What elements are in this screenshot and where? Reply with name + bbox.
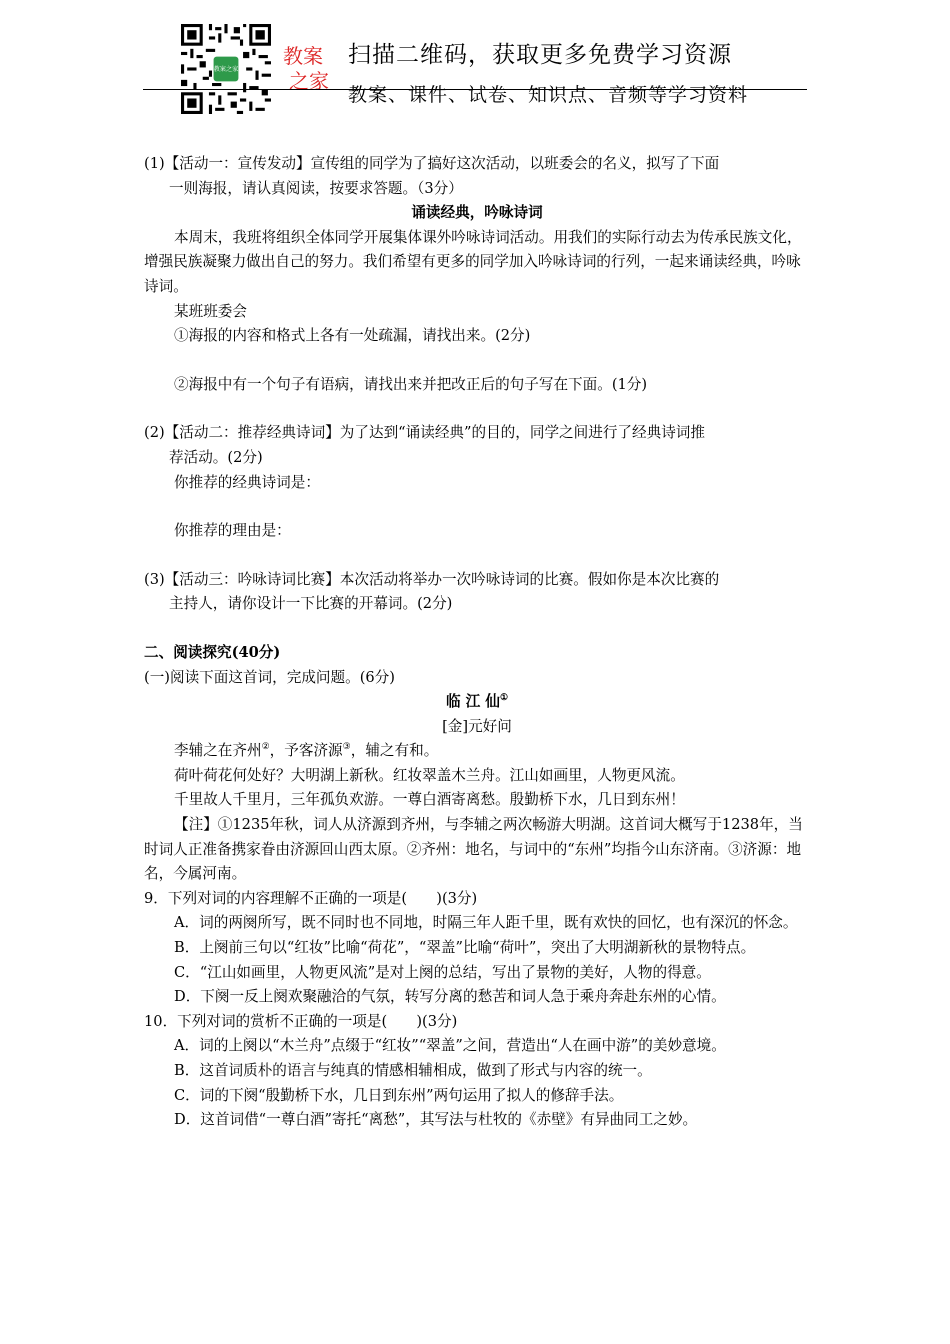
- question-9-option-a: A．词的两阕所写，既不同时也不同地，时隔三年人距千里，既有欢快的回忆，也有深沉的怀念。: [174, 914, 798, 932]
- question-9-option-c: C．“江山如画里，人物更风流”是对上阕的总结，写出了景物的美好，人物的得意。: [174, 963, 711, 981]
- question-10-option-a: A．词的上阕以“木兰舟”点缀于“红妆”“翠盖”之间，营造出“人在画中游”的美妙意境。: [174, 1037, 726, 1055]
- question-1-line-2: 一则海报，请认真阅读，按要求答题。（3分）: [169, 179, 463, 197]
- logo-line-1: 教案: [283, 44, 323, 68]
- question-9-option-d: D．下阕一反上阕欢聚融洽的气氛，转写分离的愁苦和词人急于乘舟奔赴东州的心情。: [174, 988, 726, 1006]
- question-2-prompt-poem: 你推荐的经典诗词是：: [174, 473, 320, 491]
- poster-title: 诵读经典，吟咏诗词: [411, 204, 543, 222]
- answer-space: [144, 349, 810, 373]
- preface-part-a: 李辅之在齐州: [174, 742, 262, 760]
- question-3-line-1: (3)【活动三：吟咏诗词比赛】本次活动将举办一次吟咏诗词的比赛。假如你是本次比赛的: [144, 570, 720, 588]
- document-body: [144, 152, 810, 1133]
- question-10-option-c: C．词的下阕“殷勤桥下水，几日到东州”两句运用了拟人的修辞手法。: [174, 1086, 624, 1104]
- question-2-line-1: (2)【活动二：推荐经典诗词】为了达到“诵读经典”的目的，同学之间进行了经典诗词推: [144, 424, 705, 442]
- page-header: [0, 0, 950, 140]
- section-spacer: [144, 617, 810, 641]
- logo: [283, 44, 339, 100]
- poem-author: [金]元好问: [442, 717, 512, 735]
- qr-code-icon: [181, 24, 271, 114]
- poem-verse-1: 荷叶荷花何处好？大明湖上新秋。红妆翠盖木兰舟。江山如画里，人物更风流。: [174, 766, 685, 784]
- preface-part-c: ，辅之有和。: [350, 742, 439, 760]
- answer-space: [144, 544, 810, 568]
- poem-title-note: ①: [499, 693, 509, 704]
- question-2: [144, 421, 810, 470]
- poster-body: 本周末，我班将组织全体同学开展集体课外吟咏诗词活动。用我们的实际行动去为传承民族文化，增强民族凝聚力做出自己的努力。我们希望有更多的同学加入吟咏诗词的行列，一起来诵读经典，吟咏诗词。: [144, 228, 802, 295]
- preface-note-3: ③: [342, 742, 351, 753]
- question-10: 10．下列对词的赏析不正确的一项是( )(3分): [144, 1012, 458, 1030]
- section-2-heading: 二、阅读探究(40分): [144, 643, 281, 661]
- question-2-line-2: 荐活动。(2分): [169, 448, 263, 466]
- header-slogan-1: 扫描二维码，获取更多免费学习资源: [348, 42, 732, 68]
- poem-verse-2: 千里故人千里月，三年孤负欢游。一尊白酒寄离愁。殷勤桥下水，几日到东州！: [174, 791, 685, 809]
- logo-line-2: 之家: [289, 69, 329, 93]
- question-9: 9．下列对词的内容理解不正确的一项是( )(3分): [144, 889, 478, 907]
- question-9-option-b: B．上阕前三句以“红妆”比喻“荷花”，“翠盖”比喻“荷叶”，突出了大明湖新秋的景物特点。: [174, 939, 756, 957]
- question-1-line-1: (1)【活动一：宣传发动】宣传组的同学为了搞好这次活动，以班委会的名义，拟写了下面: [144, 155, 720, 172]
- sub-question-2: ②海报中有一个句子有语病，请找出来并把改正后的句子写在下面。(1分): [174, 375, 648, 393]
- preface-note-2: ②: [261, 742, 270, 753]
- question-10-option-b: B．这首词质朴的语言与纯真的情感相辅相成，做到了形式与内容的统一。: [174, 1062, 652, 1079]
- answer-space: [144, 397, 810, 421]
- question-1: [144, 152, 810, 201]
- answer-space: [144, 495, 810, 519]
- poem-title-text: 临 江 仙: [445, 693, 500, 711]
- question-3-line-2: 主持人，请你设计一下比赛的开幕词。(2分): [169, 595, 453, 613]
- header-slogan-2: 教案、课件、试卷、知识点、音频等学习资料: [348, 84, 749, 106]
- poster-signature: 某班班委会: [174, 302, 247, 320]
- sub-question-1: ①海报的内容和格式上各有一处疏漏，请找出来。(2分): [174, 327, 531, 345]
- question-3: [144, 568, 810, 617]
- poem-title: [144, 690, 810, 715]
- qr-center-label: 教案之家: [213, 66, 239, 74]
- question-2-prompt-reason: 你推荐的理由是：: [174, 522, 291, 540]
- reading-intro: (一)阅读下面这首词，完成问题。(6分): [144, 668, 395, 686]
- question-10-option-d: D．这首词借“一尊白酒”寄托“离愁”，其写法与杜牧的《赤壁》有异曲同工之妙。: [174, 1111, 698, 1129]
- preface-part-b: ，予客济源: [269, 742, 343, 760]
- poem-notes: 【注】①1235年秋，词人从济源到齐州，与李辅之两次畅游大明湖。这首词大概写于1238年，当时词人正准备携家眷由济源回山西太原。②齐州：地名，与词中的“东州”均指今山东济南。③济源：地名，今属河南。: [144, 816, 803, 883]
- poem-preface: [144, 739, 810, 764]
